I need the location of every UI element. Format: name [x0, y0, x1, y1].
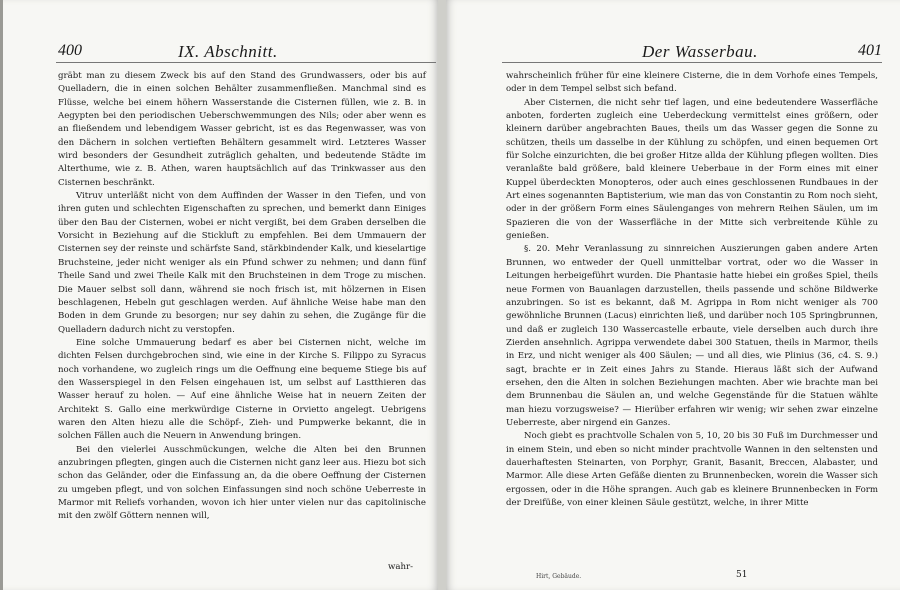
right-page — [446, 0, 900, 590]
page-edge — [0, 0, 3, 590]
header-rule — [56, 62, 436, 63]
catchword: wahr- — [388, 562, 414, 572]
left-page-number: 400 — [58, 42, 82, 59]
signature-number: 51 — [736, 570, 748, 580]
paragraph: §. 20. Mehr Veranlassung zu sinnreichen Auszierungen gaben andere Arten Brunnen, wo entweder der Quell unmittelbar vortrat, oder wo die Wasser in Leitungen herbeigeführt wurden. Die Phantasie hatte hiebei ein großes Spiel, theils neue Formen von Bauanlagen darzustellen, theils passende und schöne Bildwerke anzubringen. So ist es bekannt, daß M. Agrippa in Rom nicht weniger als 700 gewöhnliche Brunnen (Lacus) einrichten ließ, und darüber noch 105 Springbrunnen, und daß er zugleich 130 Wassercastelle erbaute, viele derselben auch durch ihre Zierden ansehnlich. Agrippa verwendete dabei 300 Statuen, theils in Marmor, theils in Erz, und nicht weniger als 400 Säulen; — und all dies, wie Plinius (36, c4. S. 9.) sagt, brachte er in Zeit eines Jahrs zu Stande. Hieraus läßt sich der Aufwand ersehen, den die Alten in solchen Beziehungen machten. Aber wie brachte man bei dem Brunnenbau die Säulen an, und welche Gegenstände für die Statuen wählte man hiezu vorzugsweise? — Hierüber erfahren wir wenig; wir sehen zwar einzelne Ueberreste, aber nirgend ein Ganzes. — [506, 244, 878, 428]
left-body-text — [58, 70, 426, 524]
left-page — [0, 0, 438, 590]
paragraph: Bei den vielerlei Ausschmückungen, welche die Alten bei den Brunnen anzubringen pflegten, gingen auch die Cisternen nicht ganz leer aus. Hiezu bot sich schon das Geländer, oder die Einfassung an, da die obere Oeffnung der Cisternen zu umgeben pflegt, und von solchen Einfassungen sind noch schöne Ueberreste in Marmor mit Reliefs vorhanden, wovon ich hier unter vielen nur das capitolinische mit den zwölf Göttern nennen will, — [58, 444, 426, 522]
header-rule — [502, 62, 882, 63]
paragraph: Noch giebt es prachtvolle Schalen von 5, 10, 20 bis 30 Fuß im Durchmesser und in einem Stein, und eben so nicht minder prachtvolle Wannen in den seltensten und dauerhaftesten Steinarten, von Porphyr, Granit, Basanit, Breccen, Alabaster, und Marmor. Alle diese Arten Gefäße dienten zu Brunnenbecken, worein die Wasser sich ergossen, oder in die Höhe sprangen. Auch gab es kleinere Brunnenbecken in Form der Dreifüße, von einer kleinen Säule gestützt, welche, in ihrer Mitte — [506, 431, 878, 508]
paragraph: wahrscheinlich früher für eine kleinere Cisterne, die in dem Vorhofe eines Tempels, oder in dem Tempel selbst sich befand. — [506, 71, 878, 95]
paragraph: Vitruv unterläßt nicht von dem Auffinden der Wasser in den Tiefen, und von ihren guten und schlechten Eigenschaften zu sprechen, und bemerkt dann Einiges über den Bau der Cisternen, wobei er nicht vergißt, bei dem Graben derselben die Vorsicht in Beziehung auf die Stickluft zu empfehlen. Bei dem Ummauern der Cisternen sey der reinste und schärfste Sand, stärkbindender Kalk, und kieselartige Bruchsteine, jeder nicht weniger als ein Pfund schwer zu nehmen; und dann fünf Theile Sand und zwei Theile Kalk mit den Bruchsteinen in dem Troge zu mischen. Die Mauer selbst soll dann, während sie noch frisch ist, mit hölzernen in Eisen beschlagenen, Hebeln gut geschlagen werden. Auf ähnliche Weise habe man den Boden in dem Grunde zu besorgen; nur sey dahin zu sehen, die Zugänge für die Quelladern dadurch nicht zu verstopfen. — [58, 191, 426, 335]
right-body-text — [506, 70, 878, 510]
right-running-head: Der Wasserbau. — [642, 42, 758, 61]
paragraph: Eine solche Ummauerung bedarf es aber bei Cisternen nicht, welche im dichten Felsen durchgebrochen sind, wie eine in der Kirche S. Filippo zu Syracus noch vorhandene, wo zugleich rings um die Oeffnung eine bequeme Stiege bis auf den Wasserspiegel in den Felsen eingehauen ist, um selbst auf Lastthieren das Wasser herauf zu holen. — Auf eine ähnliche Weise hat in neuern Zeiten der Architekt S. Gallo eine merkwürdige Cisterne in Orvietto angelegt. Uebrigens waren den Alten hiezu alle die Schöpf-, Zieh- und Pumpwerke bekannt, die in solchen Fällen auch die Neuern in Anwendung bringen. — [58, 337, 426, 442]
left-running-head: IX. Abschnitt. — [178, 42, 278, 61]
book-gutter — [438, 0, 446, 590]
signature-mark: Hirt, Gebäude. — [536, 573, 582, 580]
paragraph: Aber Cisternen, die nicht sehr tief lagen, und eine bedeutendere Wasserfläche anboten, forderten zugleich eine Ueberdeckung vermittelst eines größern, oder kleinern darüber angebrachten Baues, theils um das Wasser gegen die Sonne zu schützen, theils um dasselbe in der Kühlung zu schöpfen, und einen bequemen Ort für Solche einzurichten, die bei großer Hitze allda der Kühlung pflegen wollten. Dies veranlaßte bald größere, bald kleinere Ueberbaue in der Form eines mit einer Kuppel überdeckten Monopteros, oder auch eines geschlossenen Rundbaues in der Art eines sogenannten Baptisterium, wie man das von Constantin zu Rom noch sieht, oder in der größern Form eines Säulenganges von mehrern Reihen Säulen, um im Spazieren die von der Wasserfläche in der Mitte sich verbreitende Kühle zu genießen. — [506, 97, 878, 242]
paragraph: gräbt man zu diesem Zweck bis auf den Stand des Grundwassers, oder bis auf Quelladern, die in einen solchen Behälter zusammenfließen. Manchmal sind es Flüsse, welche bei einem höhern Wasserstande die Cisternen füllen, wie z. B. in Aegypten bei den periodischen Ueberschwemmungen des Nils; oder aber wenn es an fließendem und lebendigem Wasser gebricht, ist es das Regenwasser, was von den Dächern in solchen vertieften Behältern gesammelt wird. Letzteres Wasser wird besonders der Gesundheit zuträglich gehalten, und bedeutende Städte im Alterthume, wie z. B. Athen, waren hauptsächlich auf das Trinkwasser aus den Cisternen beschränkt. — [58, 71, 426, 188]
right-page-number: 401 — [858, 42, 882, 59]
